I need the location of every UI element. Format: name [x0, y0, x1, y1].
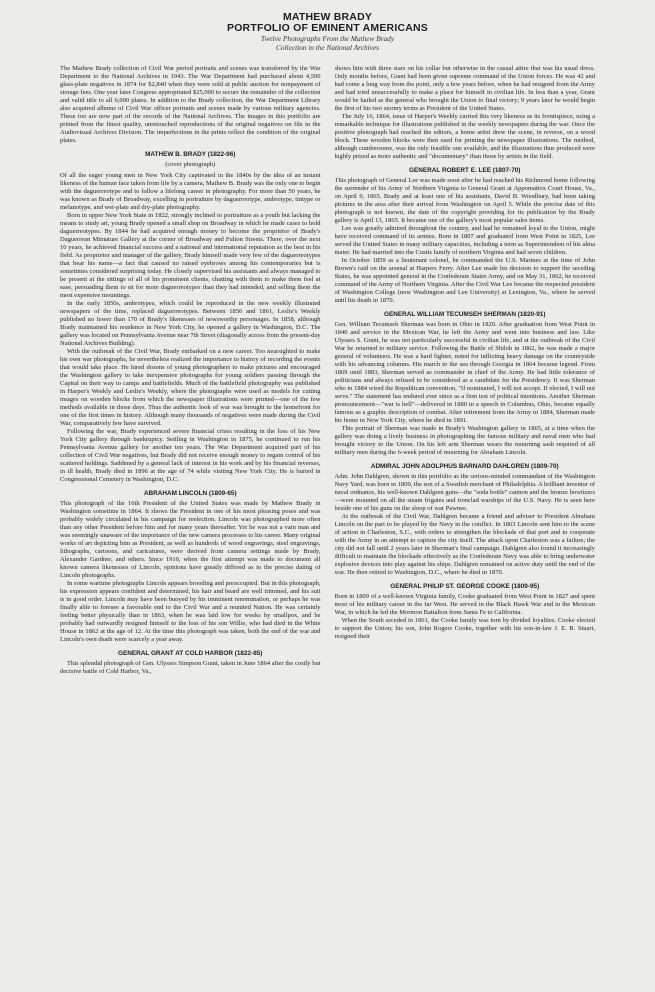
section-heading: ADMIRAL JOHN ADOLPHUS BARNARD DAHLGREN (1809-70): [370, 463, 559, 470]
paragraph: When the South seceded in 1861, the Cooke family was torn by divided loyalties. Cooke elected to support the Union; his son, John Rogers Cooke, together with his son-in-law J. E. B. Stuart, resigned their: [334, 617, 595, 640]
page-subtitle: Twelve Photographs From the Mathew Brady: [260, 34, 395, 43]
paragraph: Born in 1809 of a well-known Virginia family, Cooke graduated from West Point in 1827 and spent most of his military career in the far West. He served in the Black Hawk War and in the Mexican War, in which he led the Mormon Battalion from Santa Fe to California.: [334, 593, 595, 616]
page-title: MATHEW BRADY: [282, 11, 373, 23]
paragraph: This splendid photograph of Gen. Ulysses Simpson Grant, taken in June 1864 after the costly but decisive battle of Cold Harbor, Va.,: [60, 660, 321, 675]
section-heading: GENERAL ROBERT E. LEE (1807-70): [409, 167, 521, 174]
paragraph: Lee was greatly admired throughout the country, and had he remained loyal to the Union, might have received command of its armies. Born in 1807 and graduated from West Point in 1825, Lee served the United States in many military capacities, including a term as Superintendent of his alma mater. He had married into the Custis family of northern Virginia and had seven children.: [334, 225, 595, 256]
section-heading: ABRAHAM LINCOLN (1809-65): [143, 490, 237, 497]
paragraph: In the early 1850s, ambrotypes, which could be reproduced in the new weekly illustrated newspapers of the time, replaced daguerreotypes. Between 1856 and 1861, Leslie's Weekly published no fewer than 170 of Brady's likenesses of newsworthy personages. In 1858, although Brady maintained his residence in New York City, he opened a gallery in Washington, D.C. The gallery was located on Pennsylvania Avenue near 7th Street (diagonally across from the present-day National Archives Building).: [60, 300, 321, 347]
left-column: [60, 65, 321, 975]
paragraph: This portrait of Sherman was made in Brady's Washington gallery in 1865, at a time when the gallery was doing a lively business in photographing the famous military and naval men who had brought victory to the Union. On his left arm Sherman wears the mourning sash required of all military men during the 6-week period of mourning for Abraham Lincoln.: [334, 425, 595, 456]
paragraph: In October 1859 as a lieutenant colonel, he commanded the U.S. Marines at the time of John Brown's raid on the arsenal at Harpers Ferry. After Lee made his decision to support the seceding States, he was appointed general in the Confederate States Army, and on May 31, 1862, he received command of the Army of Northern Virginia. After the Civil War Lee became the respected president of Washington College (now Washington and Lee University) at Lexington, Va., where he served until his death in 1870.: [334, 257, 595, 304]
intro-paragraph: The Mathew Brady collection of Civil War period portraits and scenes was transferred by the War Department to the National Archives in 1943. The War Department had purchased about 4,500 glass-plate negatives in 1874 for $2,840 when they were sold at public auction for nonpayment of storage fees. One year later Congress appropriated $25,000 to secure the remainder of the collection and valid title to all 6,000 plates. In addition to the Brady collection, the War Department Library also acquired albums of Civil War officer portraits and scenes made by various military agencies. These too are now part of the records of the National Archives. The images in this portfolio are printed from the finest quality, unretouched reproductions of the original negatives on file in the Audiovisual Archives Division. The imperfections in the prints reflect the condition of the original plates.: [60, 65, 321, 144]
sherman-section: [335, 311, 596, 457]
paragraph: With the outbreak of the Civil War, Brady embarked on a new career. Too nearsighted to make his own war photographs, he nevertheless realized the importance to history of recording the events that would take place. He hired dozens of young photographers to make pictures and encouraged the Washington gallery to take inexpensive photographs for young soldiers passing through the Capital on their way to camps and battlefields. Much of the battlefield photography was published in Harper's Weekly and Leslie's Weekly, where the photographs were used as models for cutting images on wooden blocks from which the newspaper illustrations were printed—one of the few methods available in those days. Thus the authentic look of war was brought to the homefront for one of the first times in history. Although many thousands of negatives were made during the Civil War, comparatively few have survived.: [60, 348, 321, 427]
intro-section: [60, 65, 321, 145]
paragraph: shows him with three stars on his collar but otherwise in the casual attire that was his usual dress. Only months before, Grant had been given supreme command of the Union forces. He was 42 and had come a long way from the point, only a few years before, when he had resigned from the Army and had tried unsuccessfully to make a place for himself in civilian life. In less than a year, Grant would be hailed as the general who brought the Union to final victory; 9 years later he would begin the first of his two stormy terms as President of the United States.: [334, 65, 595, 112]
lee-section: [335, 167, 596, 305]
page-header: [60, 12, 595, 52]
text-columns: [60, 65, 595, 975]
paragraph: The July 16, 1864, issue of Harper's Weekly carried this very likeness as its frontispiece, using a remarkable technique for illustrations published in the weekly newspapers during the war. Once the positive photograph had reached the editors, a home artist drew the scene, in reverse, on a wood block. These wooden blocks were then used for printing the newspaper illustrations. The method, although cumbersome, was the only feasible one available, and the illustrations thus produced were highly prized as more authentic and "documentary" than those by artists in the field.: [334, 113, 595, 160]
paragraph: Gen. William Tecumseh Sherman was born in Ohio in 1820. After graduation from West Point in 1840 and service in the Mexican War, he left the Army and went into business and law. Like Ulysses S. Grant, he was not particularly successful in civilian life, and at the outbreak of the Civil War he returned to military service. Following the Battle of Shiloh in 1862, he was made a major general of volunteers. He was a hard fighter, noted for inflicting heavy damage on the countryside with his advancing columns. His march to the sea through Georgia in 1864 became legend. From 1869 until 1883, Sherman served as commander in chief of the Army. He had little tolerance of politicians and always refused to be considered as a candidate for the Presidency. It was Sherman who in 1884 wired the Republican convention, "If nominated, I will not accept. If elected, I will not serve." The statement has endured ever since as a firm test of political intentions. Another Sherman pronouncement—"war is hell"—delivered in 1880 in a speech in Columbus, Ohio, became equally famous as a graphic description of combat. After retirement from the Army in 1884, Sherman made his home in New York City, where he died in 1891.: [334, 321, 595, 424]
section-caption: (cover photograph): [165, 161, 216, 168]
paragraph: Born in upper New York State in 1822, strongly inclined to portraiture as a youth but lacking the means to study art, young Brady opened a small shop on Broadway in which he made cases to hold daguerreotypes. By 1844 he had acquired enough money to become the proprietor of Brady's Daguerrean Miniature Gallery at the corner of Broadway and Fulton Streets. There, over the next 10 years, he achieved financial success and a national and international reputation as the best in his field. As proprietor and manager of the gallery, Brady himself made very few of the daguerreotypes that bear his name—a fact that caused no raised eyebrows among his contemporaries but is sometimes considered surprising today. He closely supervised his assistants and always managed to be present at the sittings of all of his prominent clients, chatting with them to make them feel at ease, persuading them to sit for more daguerreotypes than they had intended, and selling them the most expensive mountings.: [60, 212, 321, 299]
paragraph: Of all the eager young men in New York City captivated in the 1840s by the idea of an instant likeness of the human face taken from life by a camera, Mathew B. Brady was the only one to begin with the daguerreotype and to follow a lifelong career in photography. For more than 50 years, he was known as Brady of Broadway, excelling in portraiture by daguerreotype, ambrotype, tintype or melanotype, and wet-plate and dry-plate photography.: [60, 172, 321, 211]
section-heading: MATHEW B. BRADY (1822-96): [145, 151, 236, 158]
paragraph: At the outbreak of the Civil War, Dahlgren became a friend and adviser to President Abraham Lincoln on the part to be played by the Navy in the conflict. In 1863 Lincoln sent him to the scene of action in Charleston, S.C., with orders to strengthen the blockade of that port and to cooperate with the Army in an attempt to capture the city itself. The attack upon Charleston was a failure; the city did not fall until 2 years later in Sherman's final campaign. Dahlgren also found it increasingly difficult to maintain the blockade effectively as the Confederate Navy was able to bring underwater explosive devices into play against his ships. Dahlgren remained on active duty until the end of the war. He then retired to Washington, D.C., where he died in 1870.: [334, 513, 595, 576]
paragraph: Following the war, Brady experienced severe financial crises resulting in the loss of his New York City gallery through bankruptcy. Settling in Washington in 1875, he continued to run his Pennsylvania Avenue gallery for another ten years. The War Department acquired part of his collection of Civil War negatives, but Brady did not receive enough money to regain control of his scattered holdings. Saddened by a general lack of interest in his work and by his financial reverses, in ill health, Brady died in 1896 at the age of 74 while visiting New York City. He is buried in Congressional Cemetery in Washington, D.C.: [60, 428, 321, 483]
grant-section: [60, 650, 321, 676]
dahlgren-section: [335, 463, 596, 577]
lincoln-section: [60, 490, 321, 644]
right-column: [335, 65, 596, 975]
brady-section: [60, 151, 321, 484]
paragraph: Adm. John Dahlgren, shown in this portfolio as the serious-minded commandant of the Washington Navy Yard, was born in 1809, the son of a Swedish merchant of Philadelphia. A brilliant inventor of naval ordnance, his well-known Dahlgren guns—the "soda bottle" cannon and the bronze howitzers—were mounted on all the steam frigates and ironclad warships of the U.S. Navy. He is seen here beside one of his guns on the sloop of war Pawnee.: [334, 473, 595, 512]
page-title-line-2: PORTFOLIO OF EMINENT AMERICANS: [226, 22, 429, 34]
paragraph: This photograph of the 16th President of the United States was made by Mathew Brady in Washington sometime in 1864. It shows the President in one of his most pleasing poses and was probably widely circulated in his campaign for reelection. Lincoln was photographed more often than any other President before him and for many years thereafter. Yet he was not a vain man and was seemingly unaware of the importance of the new camera processes to his career. Many original works of art depicting him as President, as well as hundreds of wood engravings, steel engravings, lithographs, cartoons, and caricatures, were derived from camera settings made by Brady, Alexander Gardner, and others. Since 1910, when the first attempt was made to document all known camera likenesses of Lincoln, opinions have greatly differed as to the precise dating of Lincoln photographs.: [60, 500, 321, 579]
paragraph: In some wartime photographs Lincoln appears brooding and preoccupied. But in this photograph, his expression appears confident and determined, his hair and beard are well trimmed, and his suit is in good order. Lincoln may have been buoyed by his imminent renomination, or perhaps he was finally able to foresee a favorable end to the Civil War and a reunited Nation. He was certainly feeling better physically than in 1863, when he was laid low for weeks by smallpox, and he probably had outwardly resigned himself to the loss of his son Willie, who had died in the White House in 1862 at the age of 12. At the time this photograph was taken, both the end of the war and Lincoln's own death were scarcely a year away.: [60, 580, 321, 643]
page-subtitle-line-2: Collection in the National Archives: [276, 43, 379, 52]
section-heading: GENERAL WILLIAM TECUMSEH SHERMAN (1820-91): [384, 311, 546, 318]
cooke-section: [335, 583, 596, 641]
section-heading: GENERAL GRANT AT COLD HARBOR (1822-85): [118, 650, 263, 657]
grant-continued-section: [335, 65, 596, 161]
section-heading: GENERAL PHILIP ST. GEORGE COOKE (1809-95): [390, 583, 540, 590]
paragraph: This photograph of General Lee was made soon after he had reached his Richmond home following the surrender of his Army of Northern Virginia to General Grant at Appomattox Court House, Va., on April 9, 1865. Brady and at least one of his assistants, David B. Woodbury, had been taking pictures in the area after their arrival from Washington on April 5. While the precise date of this photograph is not known, the date of the copyright providing for its publication by the Brady gallery is April 13, 1865. It became one of the gallery's most popular sales items.: [334, 177, 595, 224]
